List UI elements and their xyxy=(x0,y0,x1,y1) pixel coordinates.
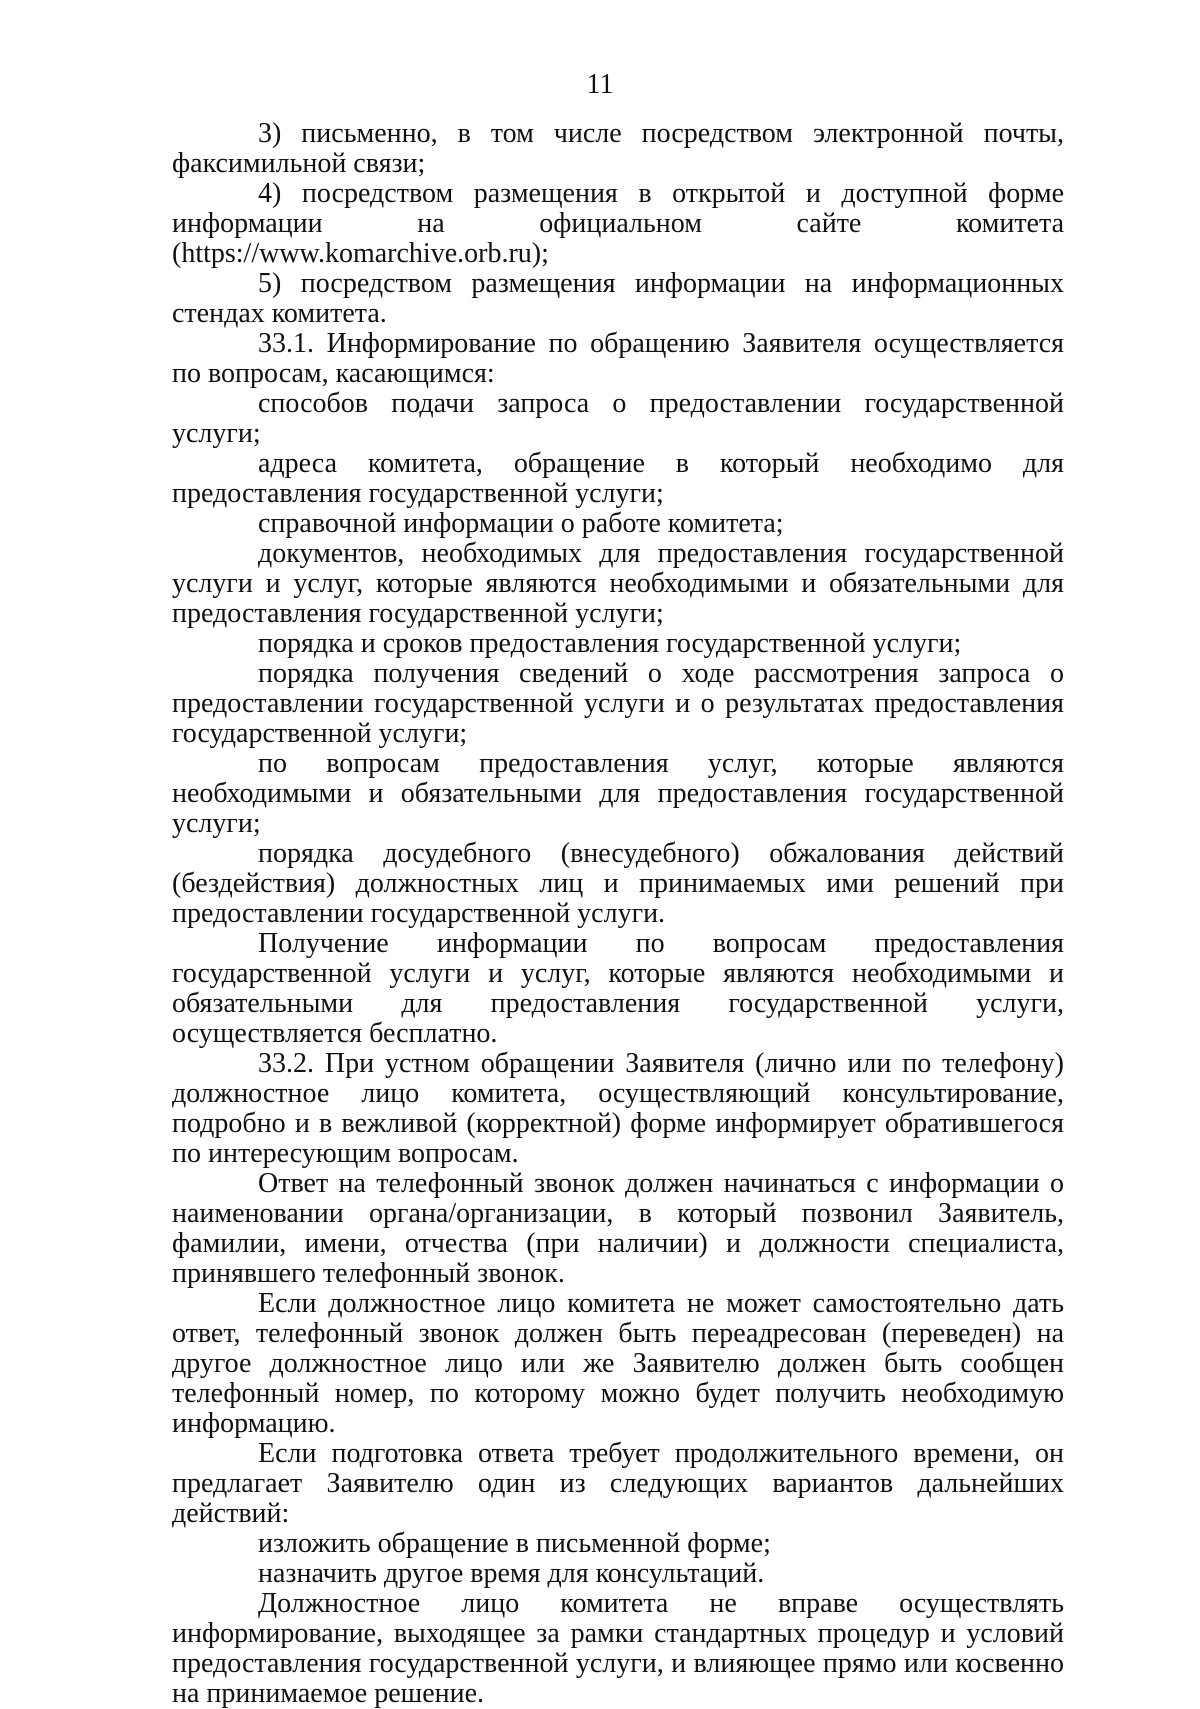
paragraph-33-1: 33.1. Информирование по обращению Заявителя осуществляется по вопросам, касающимся: xyxy=(172,328,1064,389)
paragraph-phone-answer: Ответ на телефонный звонок должен начинаться с информации о наименовании органа/организации, в который позвонил Заявитель, фамилии, имени, отчества (при наличии) и должности специалиста, принявшего телефонный звонок. xyxy=(172,1168,1064,1289)
paragraph-free-of-charge: Получение информации по вопросам предоставления государственной услуги и услуг, которые являются необходимыми и обязательными для предоставления государственной услуги, осуществляется бесплатно. xyxy=(172,928,1064,1049)
paragraph-reference-info: справочной информации о работе комитета; xyxy=(258,508,784,539)
paragraph-committee-address: адреса комитета, обращение в который необходимо для предоставления государственной услуги; xyxy=(172,448,1064,509)
paragraph-procedure-terms: порядка и сроков предоставления государственной услуги; xyxy=(258,628,962,659)
paragraph-mandatory-services: по вопросам предоставления услуг, которые являются необходимыми и обязательными для предоставления государственной услуги; xyxy=(172,748,1064,839)
paragraph-option-written: изложить обращение в письменной форме; xyxy=(258,1528,771,1559)
document-body xyxy=(172,119,1064,1709)
paragraph-request-status: порядка получения сведений о ходе рассмотрения запроса о предоставлении государственной услуги и о результатах предоставления государственной услуги; xyxy=(172,658,1064,749)
paragraph-long-preparation: Если подготовка ответа требует продолжительного времени, он предлагает Заявителю один из следующих вариантов дальнейших действий: xyxy=(172,1438,1064,1529)
paragraph-required-documents: документов, необходимых для предоставления государственной услуги и услуг, которые являются необходимыми и обязательными для предоставления государственной услуги; xyxy=(172,538,1064,629)
paragraph-33-2: 33.2. При устном обращении Заявителя (лично или по телефону) должностное лицо комитета, осуществляющий консультирование, подробно и в вежливой (корректной) форме информирует обратившегося по интересующим вопросам. xyxy=(172,1048,1064,1169)
paragraph-item-4: 4) посредством размещения в открытой и доступной форме информации на официальном сайте комитета (https://www.komarchive.orb.ru); xyxy=(172,178,1064,269)
paragraph-option-reschedule: назначить другое время для консультаций. xyxy=(258,1558,765,1589)
paragraph-item-5: 5) посредством размещения информации на информационных стендах комитета. xyxy=(172,268,1064,329)
paragraph-submission-methods: способов подачи запроса о предоставлении государственной услуги; xyxy=(172,388,1064,449)
paragraph-appeal-procedure: порядка досудебного (внесудебного) обжалования действий (бездействия) должностных лиц и принимаемых ими решений при предоставлении государственной услуги. xyxy=(172,838,1064,929)
paragraph-call-redirect: Если должностное лицо комитета не может самостоятельно дать ответ, телефонный звонок должен быть переадресован (переведен) на другое должностное лицо или же Заявителю должен быть сообщен телефонный номер, по которому можно будет получить необходимую информацию. xyxy=(172,1288,1064,1439)
paragraph-restriction: Должностное лицо комитета не вправе осуществлять информирование, выходящее за рамки стандартных процедур и условий предоставления государственной услуги, и влияющее прямо или косвенно на принимаемое решение. xyxy=(172,1588,1064,1709)
page-number: 11 xyxy=(586,69,614,100)
paragraph-item-3: 3) письменно, в том числе посредством электронной почты, факсимильной связи; xyxy=(172,118,1064,179)
